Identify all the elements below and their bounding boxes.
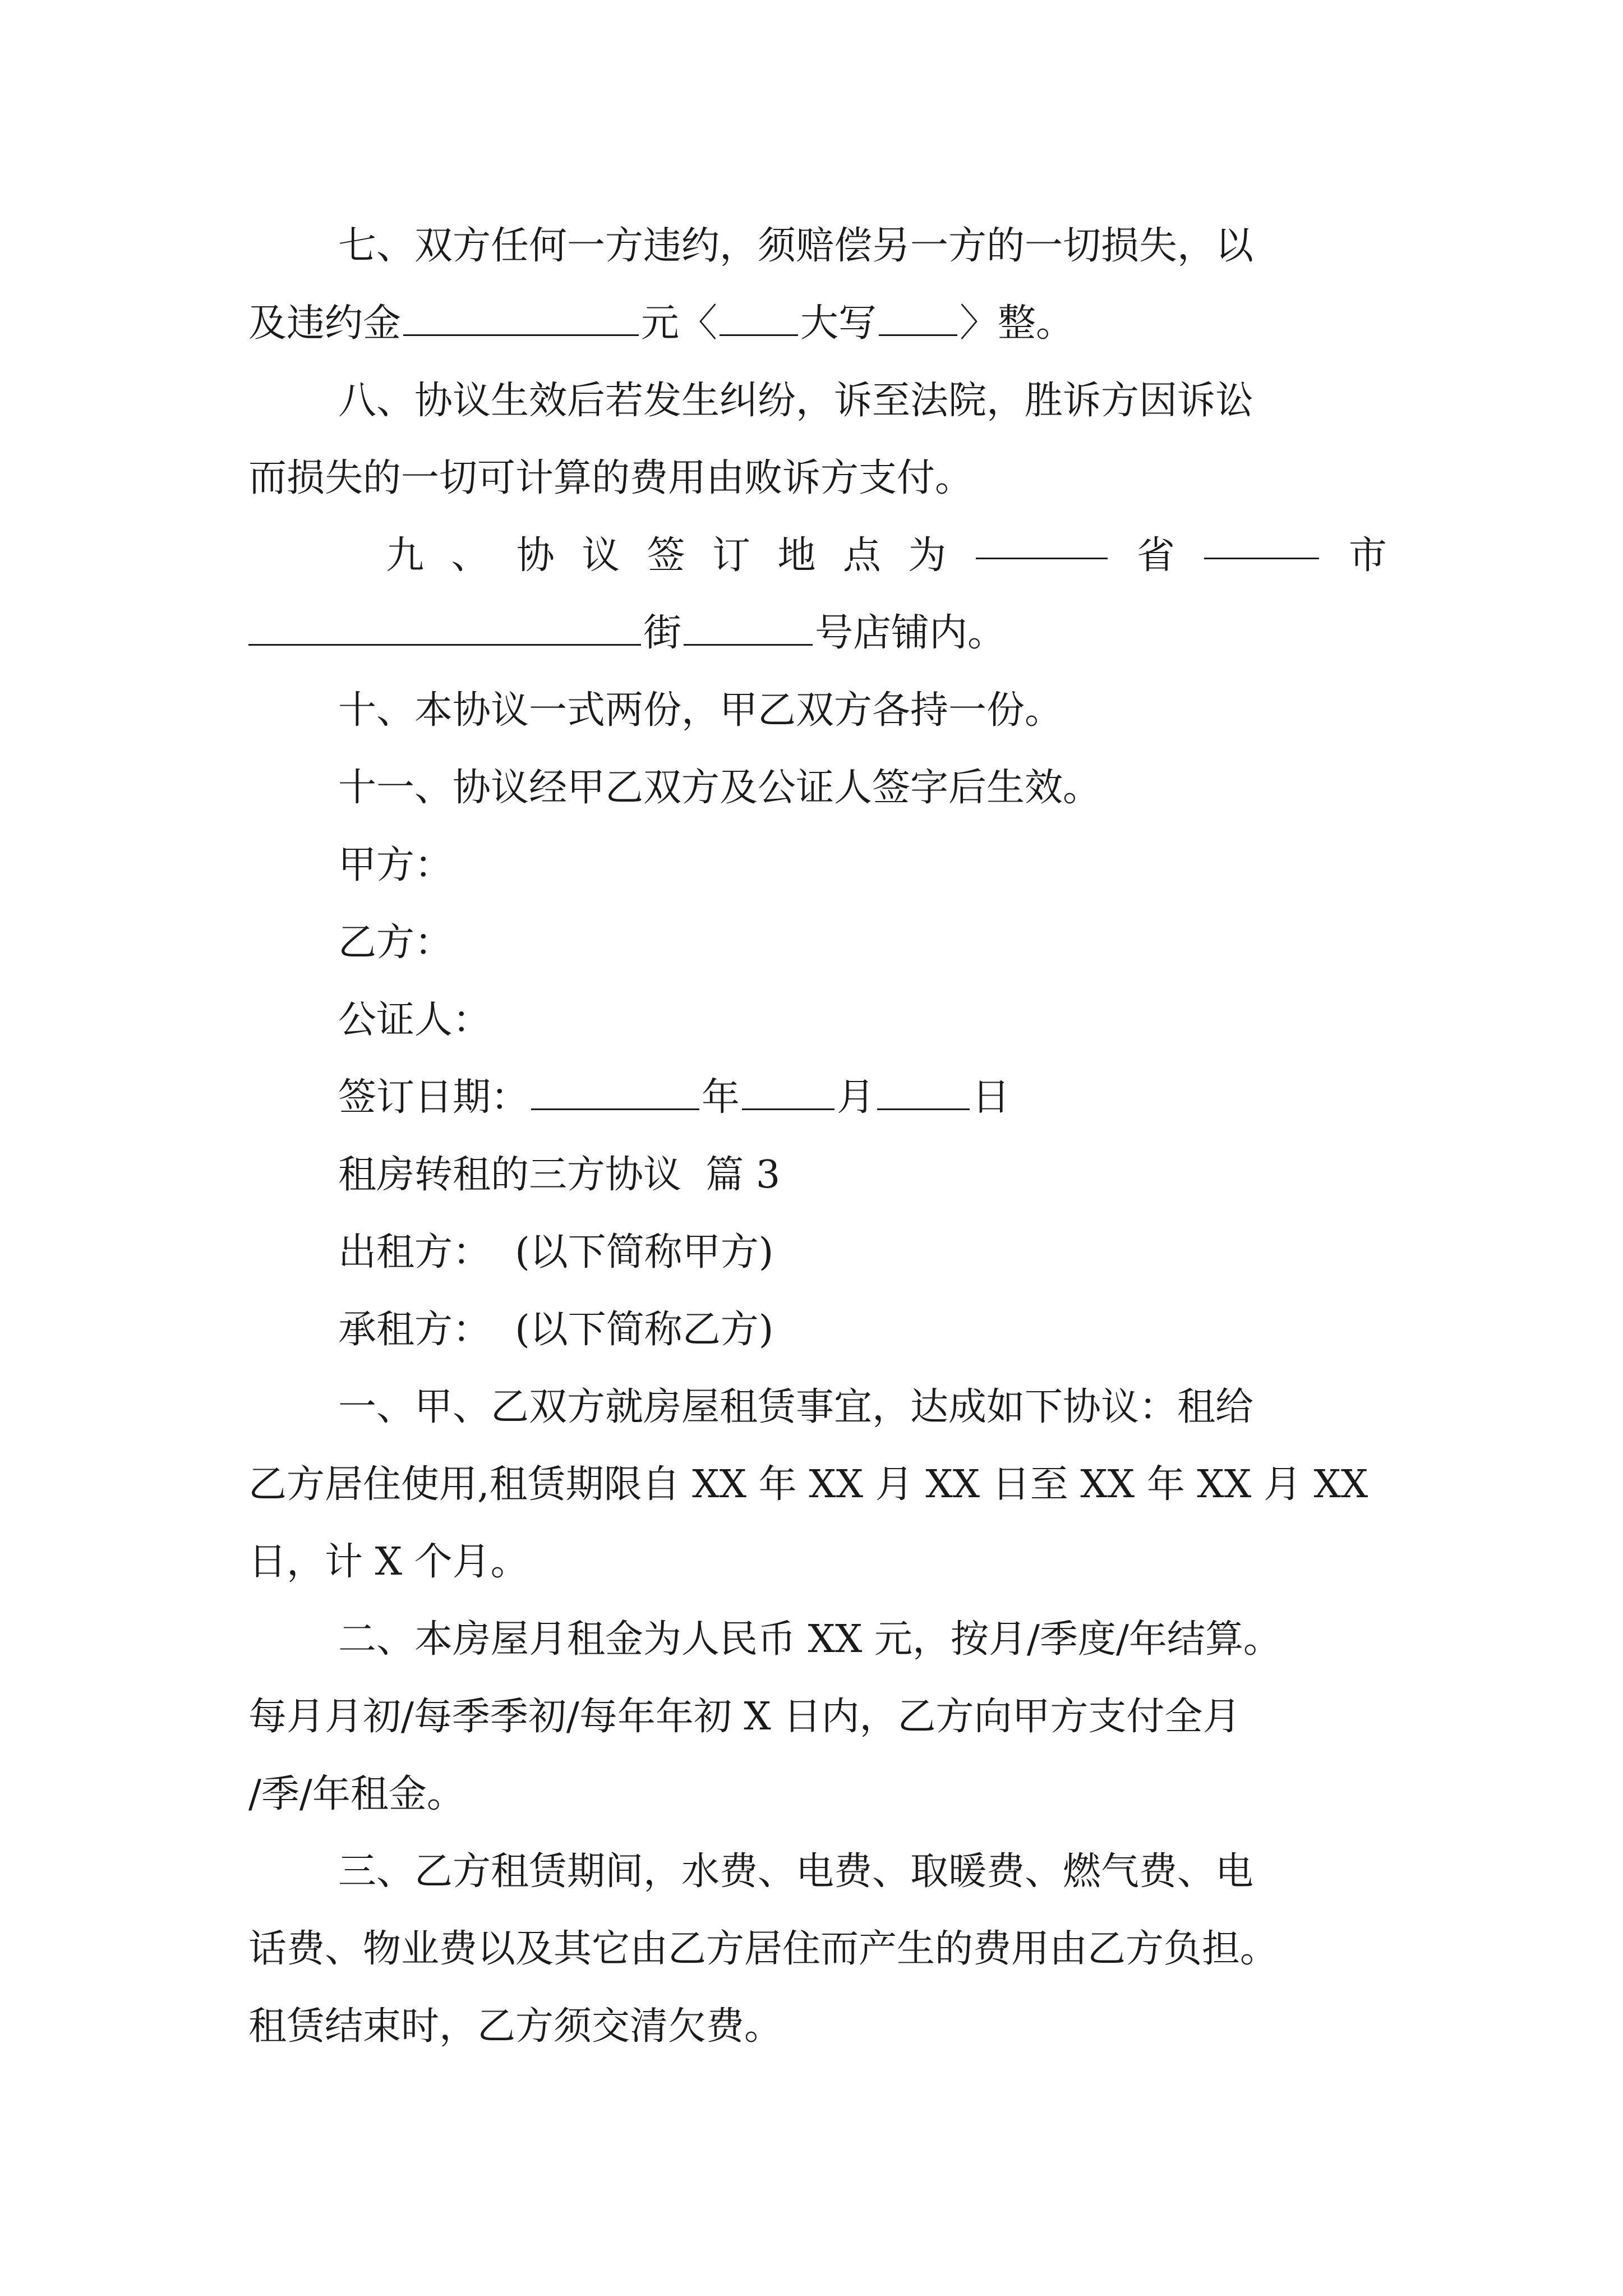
clause-7-line-1 (248, 208, 1387, 285)
sign-date-month: 月 (837, 1075, 875, 1120)
term-2-text-2: 每月月初/每季季初/每年年初 X 日内，乙方向甲方支付全月 (248, 1695, 1241, 1739)
term-2-line-1 (248, 1601, 1387, 1678)
lessee-text: 承租方： (以下简称乙方) (338, 1308, 774, 1352)
clause-9-char: 订 (712, 533, 751, 578)
clause-9-province: 省 (1137, 533, 1175, 578)
lessor-text: 出租方： (以下简称甲方) (338, 1230, 774, 1274)
lessor-line (248, 1214, 1387, 1291)
clause-11-text: 十一、协议经甲乙双方及公证人签字后生效。 (338, 766, 1101, 810)
party-a-signature (248, 827, 1387, 904)
sign-date-line (248, 1059, 1387, 1137)
clause-9-street: 街 (643, 611, 682, 655)
clause-9-shop: 号店铺内。 (815, 611, 1006, 655)
penalty-uppercase-blank-left (720, 294, 798, 336)
term-3-line-3 (248, 1988, 1387, 2065)
term-2-line-2 (248, 1678, 1387, 1756)
number-blank (684, 604, 813, 646)
document-body (248, 208, 1387, 2065)
section-title (248, 1137, 1387, 1214)
lessee-line (248, 1291, 1387, 1369)
clause-8-line-2 (248, 440, 1387, 517)
notary-label: 公证人： (338, 998, 491, 1042)
penalty-amount-blank (403, 294, 639, 336)
term-3-text-3: 租赁结束时，乙方须交清欠费。 (248, 2004, 783, 2049)
clause-10 (248, 672, 1387, 749)
sign-date-year: 年 (702, 1075, 740, 1120)
term-1-line-1 (248, 1369, 1387, 1446)
clause-9-char: 议 (582, 533, 620, 578)
term-2-line-3 (248, 1756, 1387, 1833)
day-blank (877, 1068, 970, 1110)
clause-7-uppercase-label: 大写 (800, 301, 877, 346)
clause-7-line-2 (248, 285, 1387, 362)
city-blank (1204, 517, 1319, 559)
clause-9-char: 、 (451, 533, 490, 578)
term-2-text-1: 二、本房屋月租金为人民币 XX 元，按月/季度/年结算。 (338, 1617, 1281, 1662)
penalty-uppercase-blank-right (879, 294, 957, 336)
term-3-line-1 (248, 1833, 1387, 1911)
clause-9-line-1 (248, 517, 1387, 595)
term-1-line-3 (248, 1524, 1387, 1601)
clause-9-char: 地 (777, 533, 816, 578)
party-b-label: 乙方： (338, 921, 453, 965)
clause-9-char: 九 (386, 533, 425, 578)
clause-9-char: 为 (908, 533, 947, 578)
clause-8-text-1: 八、协议生效后若发生纠纷，诉至法院，胜诉方因诉讼 (338, 379, 1254, 423)
party-b-signature (248, 904, 1387, 982)
clause-7-end: 〉整。 (960, 301, 1075, 346)
clause-8-text-2: 而损失的一切可计算的费用由败诉方支付。 (248, 456, 974, 500)
term-1-line-2 (248, 1446, 1387, 1524)
clause-9-line-2 (248, 595, 1387, 672)
province-blank (976, 517, 1108, 559)
term-1-text-3: 日，计 X 个月。 (248, 1540, 529, 1584)
clause-9-char: 协 (516, 533, 555, 578)
clause-10-text: 十、本协议一式两份，甲乙双方各持一份。 (338, 688, 1063, 733)
clause-9-char: 点 (842, 533, 881, 578)
term-3-text-1: 三、乙方租赁期间，水费、电费、取暖费、燃气费、电 (338, 1849, 1254, 1894)
clause-7-penalty-label: 及违约金 (248, 301, 402, 346)
notary-signature (248, 982, 1387, 1059)
street-name-blank (248, 604, 641, 646)
term-3-text-2: 话费、物业费以及其它由乙方居住而产生的费用由乙方负担。 (248, 1927, 1279, 1971)
clause-11 (248, 749, 1387, 827)
term-1-text-2: 乙方居住使用,租赁期限自 XX 年 XX 月 XX 日至 XX 年 XX 月 XX (248, 1462, 1368, 1507)
clause-7-yuan: 元〈 (641, 301, 718, 346)
term-2-text-3: /季/年租金。 (248, 1772, 465, 1816)
sign-date-day: 日 (972, 1075, 1011, 1120)
month-blank (742, 1068, 834, 1110)
sign-date-label: 签订日期： (338, 1075, 529, 1120)
section-title-text: 租房转租的三方协议 篇 3 (338, 1153, 781, 1197)
term-3-line-2 (248, 1911, 1387, 1988)
year-blank (531, 1068, 699, 1110)
clause-7-text-1: 七、双方任何一方违约，须赔偿另一方的一切损失，以 (338, 224, 1254, 268)
party-a-label: 甲方： (338, 843, 453, 887)
clause-9-city: 市 (1348, 533, 1387, 578)
term-1-text-1: 一、甲、乙双方就房屋租赁事宜，达成如下协议：租给 (338, 1385, 1254, 1429)
clause-9-char: 签 (647, 533, 685, 578)
clause-8-line-1 (248, 362, 1387, 440)
